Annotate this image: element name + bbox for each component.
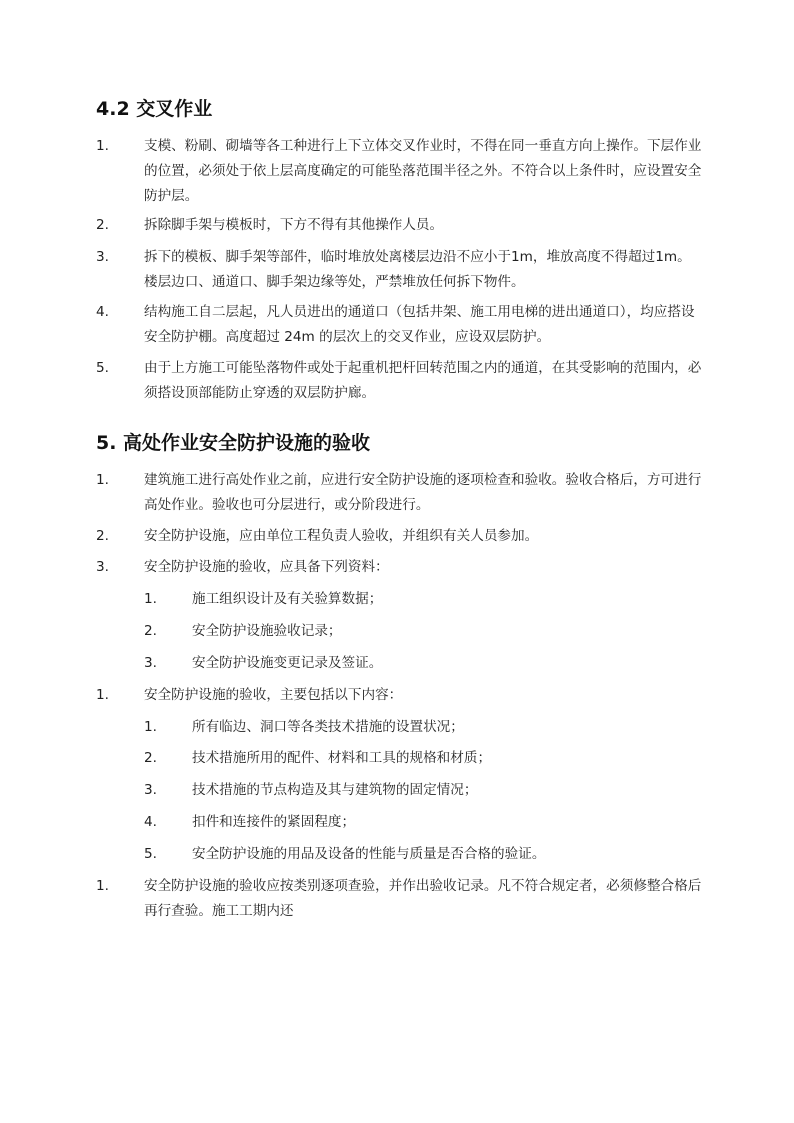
list-number: 1.	[96, 138, 109, 154]
list-text: 结构施工自二层起，凡人员进出的通道口（包括井架、施工用电梯的进出通道口），均应搭设安全防护棚。高度超过 24m 的层次上的交叉作业，应设双层防护。	[144, 304, 695, 345]
list-item	[96, 213, 702, 238]
list-number: 4.	[96, 304, 109, 320]
list-text: 拆下的模板、脚手架等部件，临时堆放处离楼层边沿不应小于1m，堆放高度不得超过1m。楼层边口、通道口、脚手架边缘等处，严禁堆放任何拆下物件。	[144, 249, 691, 290]
sub-list-number: 2.	[144, 750, 157, 766]
sub-list-number: 2.	[144, 623, 157, 639]
sub-list-text: 安全防护设施变更记录及签证。	[192, 655, 383, 671]
list-item	[96, 134, 702, 209]
sub-list-item	[144, 651, 702, 676]
list-text: 建筑施工进行高处作业之前，应进行安全防护设施的逐项检查和验收。验收合格后，方可进行高处作业。验收也可分层进行，或分阶段进行。	[144, 472, 702, 513]
sub-list-item	[144, 715, 702, 740]
sub-list-text: 安全防护设施的用品及设备的性能与质量是否合格的验证。	[192, 846, 546, 862]
sub-list-text: 施工组织设计及有关验算数据；	[192, 591, 383, 607]
sub-list-text: 安全防护设施验收记录；	[192, 623, 342, 639]
sub-list-number: 1.	[144, 591, 157, 607]
list-text: 安全防护设施，应由单位工程负责人验收，并组织有关人员参加。	[144, 528, 539, 544]
list-number: 2.	[96, 217, 109, 233]
section-heading-cross-work: 4.2 交叉作业	[96, 98, 213, 120]
sub-list-item	[144, 810, 702, 835]
list-item	[96, 524, 702, 549]
sub-list-text: 所有临边、洞口等各类技术措施的设置状况；	[192, 719, 464, 735]
list-text: 安全防护设施的验收，主要包括以下内容：	[144, 687, 403, 703]
list-text: 由于上方施工可能坠落物件或处于起重机把杆回转范围之内的通道，在其受影响的范围内，必须搭设顶部能防止穿透的双层防护廊。	[144, 360, 702, 401]
sub-list-item	[144, 842, 702, 867]
sub-list-text: 技术措施的节点构造及其与建筑物的固定情况；	[192, 782, 478, 798]
sub-list-number: 5.	[144, 846, 157, 862]
sub-list-item	[144, 746, 702, 771]
list-item	[96, 245, 702, 295]
list-item	[96, 683, 702, 708]
sub-list-number: 3.	[144, 655, 157, 671]
list-text: 安全防护设施的验收应按类别逐项查验，并作出验收记录。凡不符合规定者，必须修整合格后再行查验。施工工期内还	[144, 878, 702, 919]
sub-list-text: 技术措施所用的配件、材料和工具的规格和材质；	[192, 750, 492, 766]
list-item	[96, 300, 702, 350]
sub-list-item	[144, 778, 702, 803]
list-text: 安全防护设施的验收，应具备下列资料：	[144, 559, 389, 575]
sub-list-item	[144, 587, 702, 612]
sub-list-number: 4.	[144, 814, 157, 830]
list-item	[96, 468, 702, 518]
sub-list-text: 扣件和连接件的紧固程度；	[192, 814, 356, 830]
list-number: 3.	[96, 559, 109, 575]
list-number: 1.	[96, 878, 109, 894]
list-text: 拆除脚手架与模板时，下方不得有其他操作人员。	[144, 217, 444, 233]
list-number: 1.	[96, 687, 109, 703]
section-heading-acceptance: 5. 高处作业安全防护设施的验收	[96, 432, 371, 454]
list-number: 2.	[96, 528, 109, 544]
list-number: 1.	[96, 472, 109, 488]
list-item	[96, 874, 702, 924]
sub-list-number: 1.	[144, 719, 157, 735]
list-number: 5.	[96, 360, 109, 376]
sub-list-number: 3.	[144, 782, 157, 798]
list-item	[96, 356, 702, 406]
list-number: 3.	[96, 249, 109, 265]
list-text: 支模、粉刷、砌墙等各工种进行上下立体交叉作业时，不得在同一垂直方向上操作。下层作业的位置，必须处于依上层高度确定的可能坠落范围半径之外。不符合以上条件时，应设置安全防护层。	[144, 138, 702, 204]
sub-list-item	[144, 619, 702, 644]
list-item	[96, 555, 702, 580]
